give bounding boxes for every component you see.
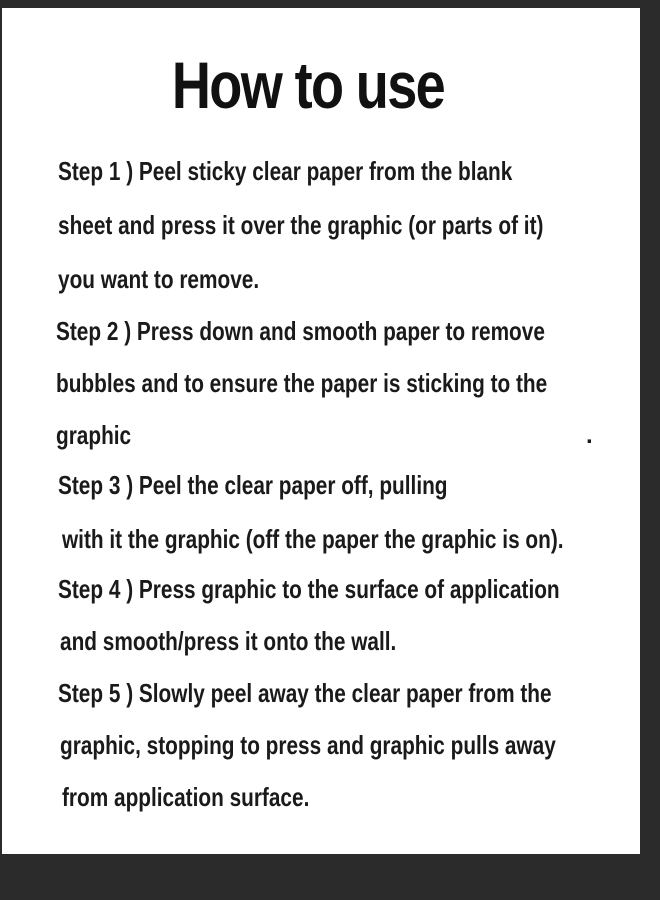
step-5-line-2: graphic, stopping to press and graphic pulls away (60, 730, 556, 760)
step-4-line-1: Step 4 ) Press graphic to the surface of application (58, 574, 560, 604)
step-4-line-2: and smooth/press it onto the wall. (60, 626, 397, 656)
step-2-line-1: Step 2 ) Press down and smooth paper to remove (56, 316, 545, 346)
step-1-line-3: you want to remove. (58, 264, 260, 294)
step-1-line-1: Step 1 ) Peel sticky clear paper from the blank (58, 156, 513, 186)
step-3-line-1: Step 3 ) Peel the clear paper off, pulling (58, 470, 448, 500)
stray-period: . (586, 422, 593, 449)
page-title: How to use (171, 48, 445, 122)
instruction-sheet (2, 8, 640, 854)
step-3-line-2: with it the graphic (off the paper the graphic is on). (62, 524, 564, 554)
step-2-line-2: bubbles and to ensure the paper is sticking to the (56, 368, 548, 398)
step-5-line-3: from application surface. (62, 782, 310, 812)
step-5-line-1: Step 5 ) Slowly peel away the clear paper from the (58, 678, 552, 708)
step-1-line-2: sheet and press it over the graphic (or parts of it) (58, 210, 544, 240)
step-2-line-3: graphic (56, 420, 132, 450)
